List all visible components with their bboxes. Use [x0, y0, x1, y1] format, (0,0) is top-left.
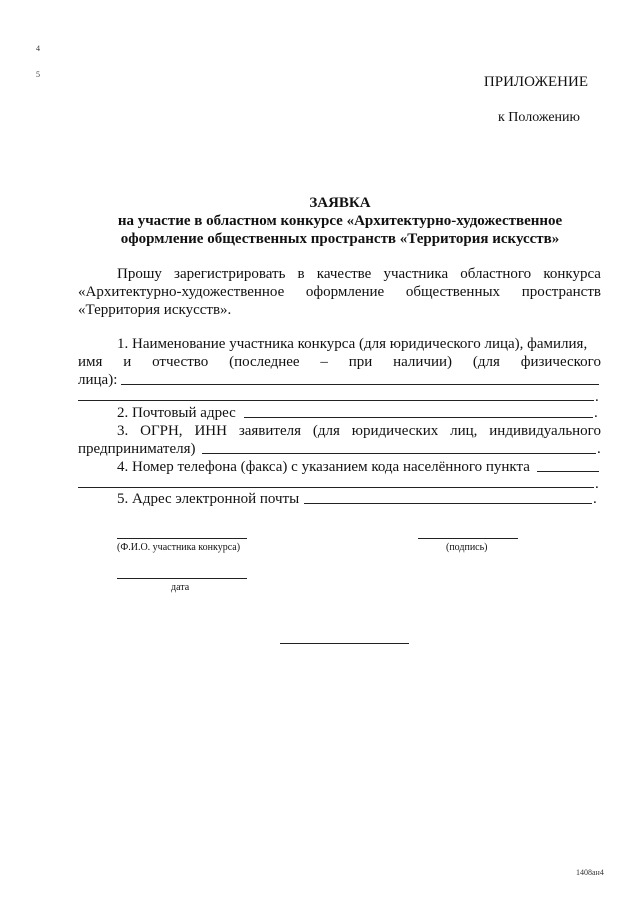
item-1-word: и: [123, 354, 132, 370]
item-1-end-period: .: [595, 389, 599, 405]
item-3-line-2: предпринимателя): [78, 441, 196, 457]
item-3-word: лиц,: [450, 423, 478, 439]
item-4-end-period: .: [595, 476, 599, 492]
margin-mark-1: 4: [36, 44, 40, 53]
item-1-fill-line-2[interactable]: [78, 400, 594, 401]
item-1-word: при: [348, 354, 373, 370]
date-label: дата: [171, 582, 190, 593]
phone-field[interactable]: [537, 471, 599, 472]
item-1-word: (для: [472, 354, 500, 370]
item-3-word: ОГРН,: [140, 423, 183, 439]
item-1-word: имя: [78, 354, 103, 370]
intro-word: пространств: [521, 284, 601, 300]
phone-field-line-2[interactable]: [78, 487, 594, 488]
item-3-word: ИНН: [194, 423, 227, 439]
item-3-word: индивидуального: [489, 423, 601, 439]
item-2-end-period: .: [594, 405, 598, 421]
appendix-heading: ПРИЛОЖЕНИЕ: [483, 74, 588, 90]
item-3-end-period: .: [597, 441, 601, 457]
item-3-word: (для: [312, 423, 340, 439]
signature-label: (подпись): [446, 542, 488, 553]
item-1-word: (последнее: [229, 354, 300, 370]
ogrn-inn-field[interactable]: [202, 453, 596, 454]
intro-line-2: [78, 283, 601, 301]
application-title: ЗАЯВКА: [309, 195, 371, 211]
intro-line-1: [117, 265, 601, 283]
intro-word: качестве: [316, 266, 372, 282]
item-1-line-2: [78, 353, 601, 371]
fio-signature-line[interactable]: [117, 538, 247, 539]
postal-address-field[interactable]: [244, 417, 593, 418]
fio-label: (Ф.И.О. участника конкурса): [117, 542, 241, 553]
item-3-word: заявителя: [238, 423, 302, 439]
item-3-line-1: [117, 422, 601, 440]
item-1-fill-line-1[interactable]: [121, 384, 599, 385]
application-subtitle-line-2: оформление общественных пространств «Территория искусств»: [120, 231, 560, 247]
item-1-word: наличии): [393, 354, 453, 370]
intro-word: оформление: [305, 284, 385, 300]
signature-line[interactable]: [418, 538, 518, 539]
intro-word: зарегистрировать: [174, 266, 286, 282]
item-5-end-period: .: [593, 491, 597, 507]
date-line[interactable]: [117, 578, 247, 579]
intro-line-3: «Территория искусств».: [78, 302, 232, 318]
regulation-reference: к Положению: [497, 110, 580, 125]
intro-word: в: [297, 266, 305, 282]
item-1-word: –: [320, 354, 328, 370]
intro-word: «Архитектурно-художественное: [78, 284, 285, 300]
separator-line: [280, 643, 409, 644]
document-code: 1408ан4: [576, 868, 604, 877]
intro-word: участника: [383, 266, 449, 282]
email-field[interactable]: [304, 503, 592, 504]
item-2-label: 2. Почтовый адрес: [117, 405, 236, 421]
intro-word: областного: [460, 266, 532, 282]
intro-word: Прошу: [117, 266, 162, 282]
intro-word: конкурса: [543, 266, 601, 282]
item-5-label: 5. Адрес электронной почты: [117, 491, 300, 507]
item-1-word: отчество: [152, 354, 209, 370]
item-1-label: 1. Наименование участника конкурса (для юридического лица), фамилия,: [117, 336, 588, 352]
item-4-label: 4. Номер телефона (факса) с указанием кода населённого пункта: [117, 459, 530, 475]
application-subtitle-line-1: на участие в областном конкурсе «Архитектурно-художественное: [117, 213, 563, 229]
item-3-word: юридических: [351, 423, 439, 439]
item-1-line-3: лица):: [78, 372, 118, 388]
margin-mark-2: 5: [36, 70, 40, 79]
item-1-word: физического: [520, 354, 601, 370]
intro-word: общественных: [405, 284, 501, 300]
item-3-word: 3.: [117, 423, 129, 439]
